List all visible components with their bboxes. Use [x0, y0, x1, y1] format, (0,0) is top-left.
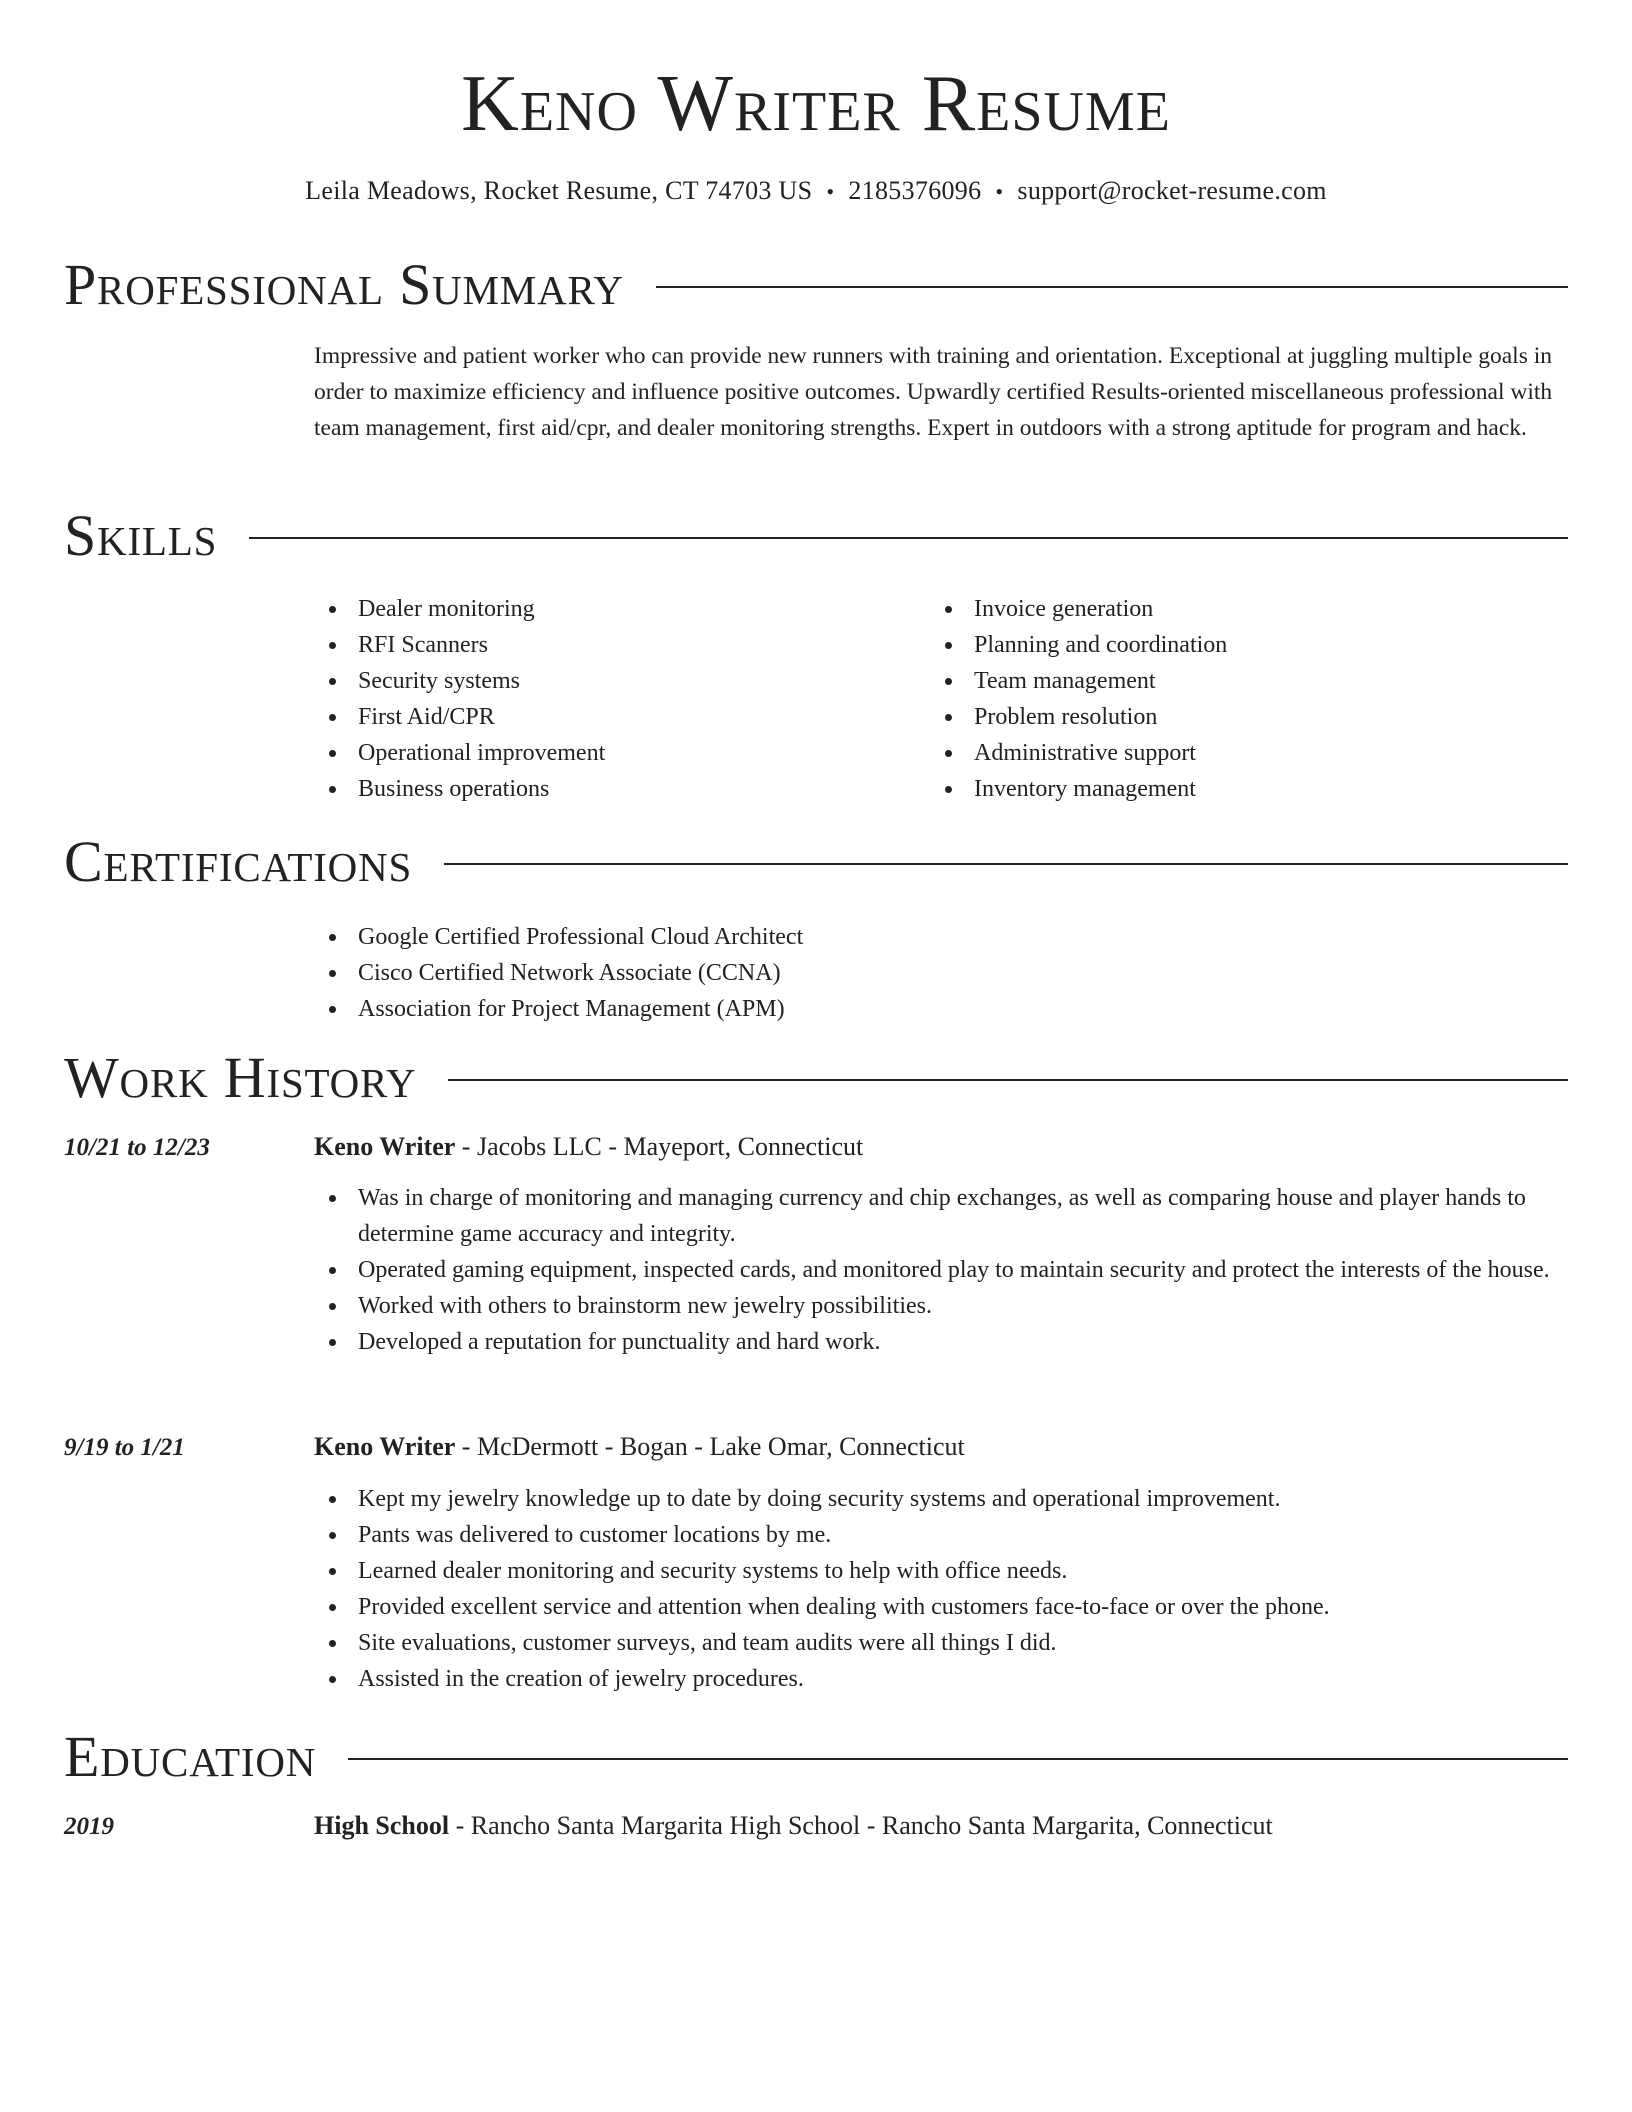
job-bullet: Operated gaming equipment, inspected cards, and monitored play to maintain security and protect the interests of the house. — [314, 1252, 1568, 1288]
certification-item: Cisco Certified Network Associate (CCNA) — [314, 955, 1314, 991]
certifications-list — [314, 919, 1314, 1027]
job-role: Keno Writer — [314, 1432, 456, 1461]
certifications-section-title: Certifications — [64, 829, 413, 894]
skill-item: RFI Scanners — [314, 627, 914, 663]
contact-email: support@rocket-resume.com — [1017, 176, 1327, 205]
resume-title: Keno Writer Resume — [461, 60, 1171, 148]
work-history-section-header — [64, 1045, 1568, 1111]
education-school-location: - Rancho Santa Margarita High School - Rancho Santa Margarita, Connecticut — [449, 1811, 1273, 1840]
skill-item: Administrative support — [930, 735, 1550, 771]
job-role: Keno Writer — [314, 1132, 456, 1161]
job-employer-location: - McDermott - Bogan - Lake Omar, Connecticut — [455, 1432, 965, 1461]
skills-section-title: Skills — [64, 503, 218, 568]
contact-phone: 2185376096 — [848, 176, 982, 205]
skill-item: Operational improvement — [314, 735, 914, 771]
certification-item: Association for Project Management (APM) — [314, 991, 1314, 1027]
section-divider — [444, 863, 1568, 865]
skill-item: Inventory management — [930, 771, 1550, 807]
education-line — [314, 1808, 1568, 1844]
skill-item: Dealer monitoring — [314, 591, 914, 627]
section-divider — [249, 537, 1568, 539]
skill-item: Security systems — [314, 663, 914, 699]
job-bullet: Site evaluations, customer surveys, and team audits were all things I did. — [314, 1625, 1568, 1661]
job-bullet: Kept my jewelry knowledge up to date by doing security systems and operational improvement. — [314, 1481, 1568, 1517]
contact-separator: • — [826, 179, 835, 204]
job-bullet: Learned dealer monitoring and security systems to help with office needs. — [314, 1553, 1568, 1589]
education-degree: High School — [314, 1811, 450, 1840]
skill-item: Invoice generation — [930, 591, 1550, 627]
job-title-line — [314, 1129, 1568, 1165]
skill-item: Problem resolution — [930, 699, 1550, 735]
summary-section-header — [64, 252, 1568, 318]
job-dates: 10/21 to 12/23 — [64, 1134, 210, 1161]
job-bullet: Pants was delivered to customer locations by me. — [314, 1517, 1568, 1553]
skill-item: First Aid/CPR — [314, 699, 914, 735]
job-bullet: Was in charge of monitoring and managing currency and chip exchanges, as well as comparing house and player hands to determine game accuracy and integrity. — [314, 1180, 1568, 1252]
job-bullet: Provided excellent service and attention when dealing with customers face-to-face or over the phone. — [314, 1589, 1568, 1625]
skill-item: Planning and coordination — [930, 627, 1550, 663]
job-title-line — [314, 1429, 1568, 1465]
section-divider — [448, 1079, 1568, 1081]
certification-item: Google Certified Professional Cloud Architect — [314, 919, 1314, 955]
skills-list-left — [314, 591, 914, 807]
job-bullet: Assisted in the creation of jewelry procedures. — [314, 1661, 1568, 1697]
job-bullet: Worked with others to brainstorm new jewelry possibilities. — [314, 1288, 1568, 1324]
section-divider — [348, 1758, 1568, 1760]
job-bullet: Developed a reputation for punctuality and hard work. — [314, 1324, 1568, 1360]
education-section-header — [64, 1724, 1568, 1790]
contact-address: Leila Meadows, Rocket Resume, CT 74703 US — [305, 176, 813, 205]
work-history-section-title: Work History — [64, 1045, 417, 1110]
contact-separator: • — [995, 179, 1004, 204]
skill-item: Business operations — [314, 771, 914, 807]
summary-text: Impressive and patient worker who can provide new runners with training and orientation. Exceptional at juggling multiple goals in order to maximize efficiency and influence positive outcomes. Upwardly certified Results-oriented miscellaneous professional with team management, first aid/cpr, and dealer monitoring strengths. Expert in outdoors with a strong aptitude for program and hack. — [314, 343, 1553, 441]
job-dates: 9/19 to 1/21 — [64, 1434, 185, 1461]
education-section-title: Education — [64, 1724, 317, 1789]
job-bullet-list — [314, 1180, 1568, 1360]
education-year: 2019 — [64, 1813, 114, 1840]
job-employer-location: - Jacobs LLC - Mayeport, Connecticut — [455, 1132, 864, 1161]
section-divider — [656, 286, 1568, 288]
certifications-section-header — [64, 829, 1568, 895]
job-bullet-list — [314, 1481, 1568, 1697]
skills-section-header — [64, 503, 1568, 569]
summary-section-title: Professional Summary — [64, 252, 624, 317]
contact-line — [0, 174, 1632, 209]
skill-item: Team management — [930, 663, 1550, 699]
skills-list-right — [930, 591, 1550, 807]
